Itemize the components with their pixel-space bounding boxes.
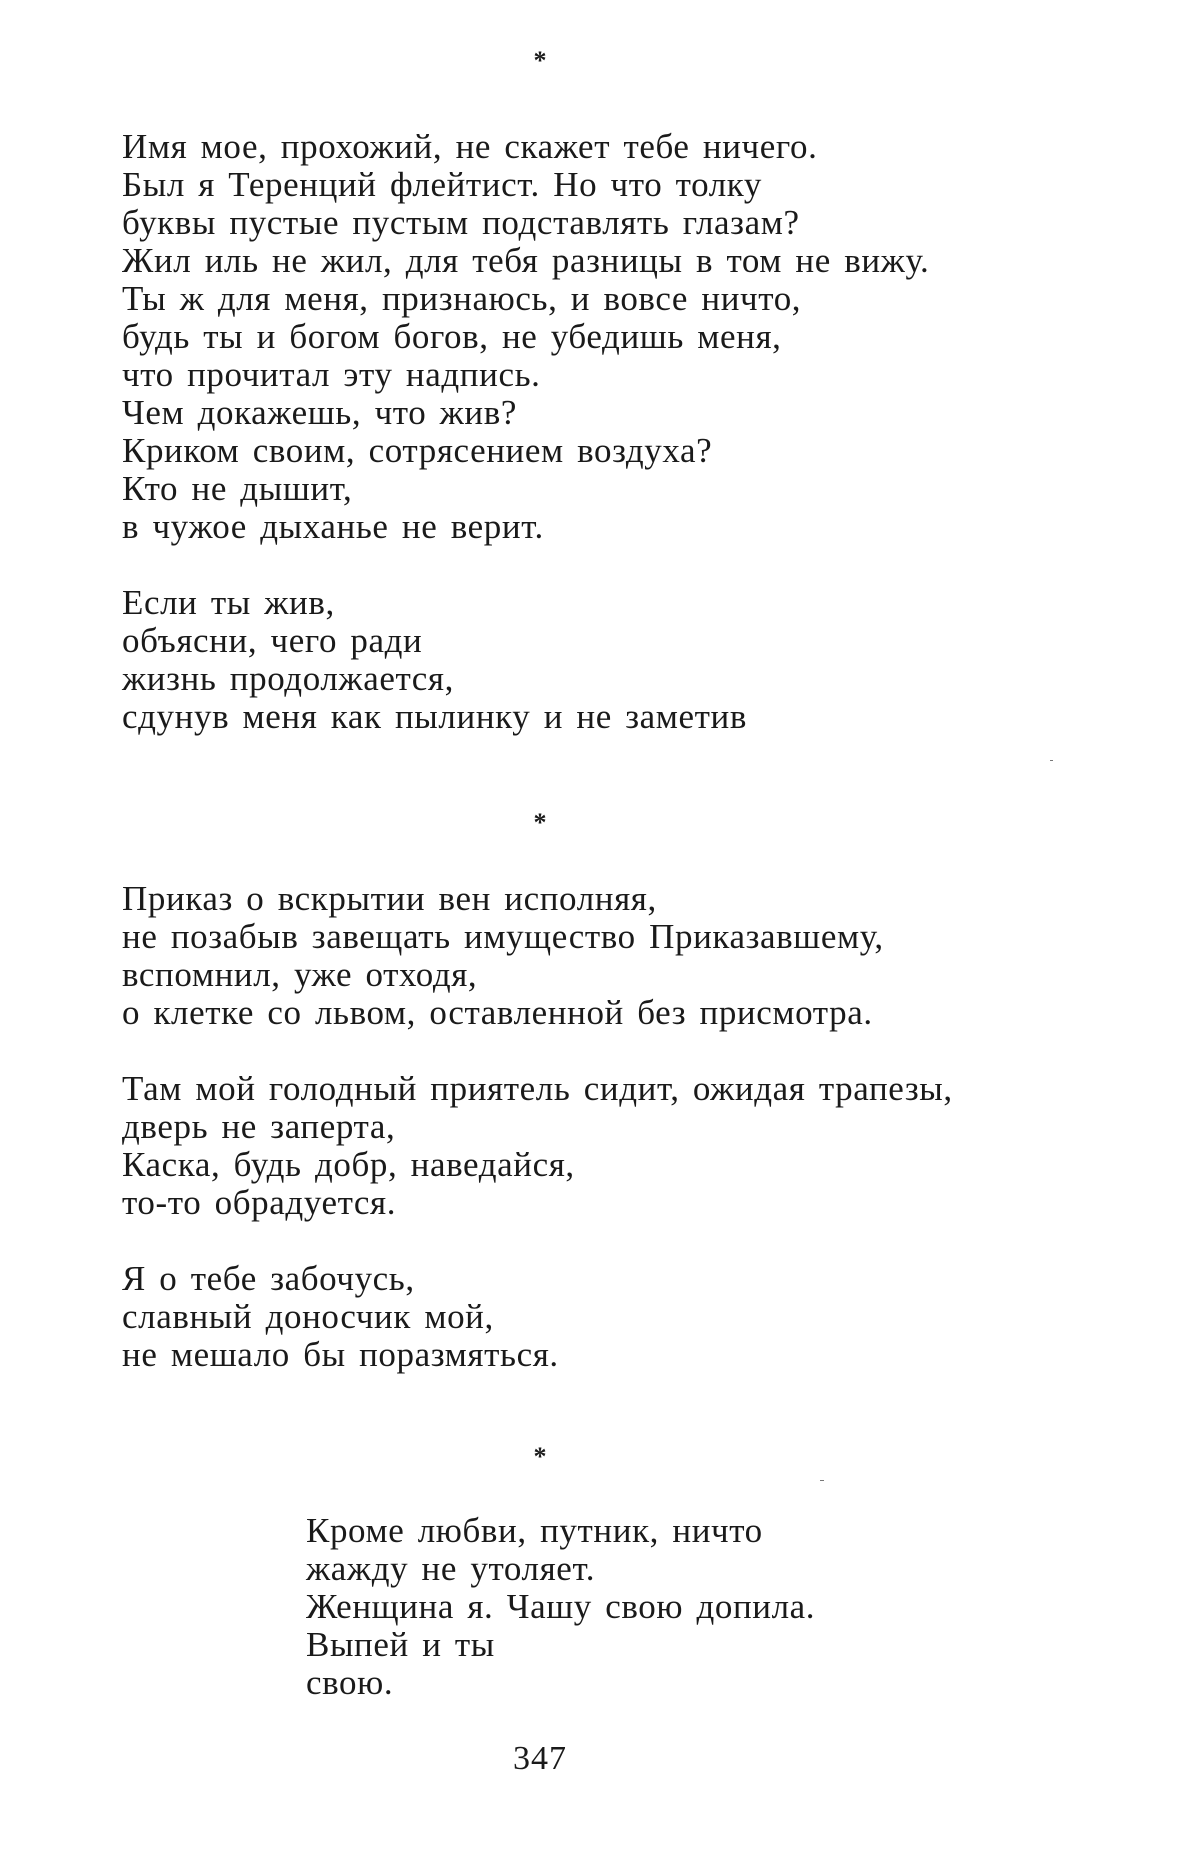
scan-speck — [1050, 760, 1053, 761]
poem-line: объясни, чего ради — [122, 621, 423, 660]
poem-line: будь ты и богом богов, не убедишь меня, — [122, 317, 782, 356]
section-ornament-2: * — [533, 808, 547, 837]
poem-line: жажду не утоляет. — [306, 1549, 596, 1588]
poem-line: Криком своим, сотрясением воздуха? — [122, 431, 713, 470]
stanza-break — [122, 1032, 953, 1070]
stanza-break — [122, 1222, 953, 1260]
poem-line: буквы пустые пустым подставлять глазам? — [122, 203, 800, 242]
poem-line: Кто не дышит, — [122, 469, 353, 508]
poem-line: не позабыв завещать имущество Приказавшему, — [122, 917, 884, 956]
poem-line: Жил иль не жил, для тебя разницы в том не вижу. — [122, 241, 930, 280]
poem-line: сдунув меня как пылинку и не заметив — [122, 697, 747, 736]
poem-line: в чужое дыханье не верит. — [122, 507, 544, 546]
section-ornament-1: * — [533, 46, 547, 75]
poem-line: Там мой голодный приятель сидит, ожидая трапезы, — [122, 1069, 953, 1108]
poem-3 — [306, 1512, 815, 1702]
poem-line: жизнь продолжается, — [122, 659, 454, 698]
poem-line: славный доносчик мой, — [122, 1297, 494, 1336]
poem-line: Каска, будь добр, наведайся, — [122, 1145, 575, 1184]
poem-line: Ты ж для меня, признаюсь, и вовсе ничто, — [122, 279, 802, 318]
page-number: 347 — [513, 1740, 567, 1777]
poem-line: Имя мое, прохожий, не скажет тебе ничего. — [122, 127, 818, 166]
scan-speck — [820, 1480, 824, 1481]
poem-1 — [122, 128, 929, 736]
section-ornament-3: * — [533, 1442, 547, 1471]
poem-line: Был я Теренций флейтист. Но что толку — [122, 165, 762, 204]
poem-line: Если ты жив, — [122, 583, 335, 622]
poem-line: о клетке со львом, оставленной без присмотра. — [122, 993, 873, 1032]
poem-line: дверь не заперта, — [122, 1107, 396, 1146]
poem-line: Женщина я. Чашу свою допила. — [306, 1587, 816, 1626]
poem-line: Выпей и ты — [306, 1625, 495, 1664]
poem-line: Я о тебе забочусь, — [122, 1259, 415, 1298]
poem-line: то-то обрадуется. — [122, 1183, 397, 1222]
poem-2 — [122, 880, 953, 1374]
poem-line: Чем докажешь, что жив? — [122, 393, 518, 432]
poem-line: Приказ о вскрытии вен исполняя, — [122, 879, 657, 918]
poem-line: не мешало бы поразмяться. — [122, 1335, 559, 1374]
poem-line: свою. — [306, 1663, 394, 1702]
poem-line: Кроме любви, путник, ничто — [306, 1511, 763, 1550]
poem-line: вспомнил, уже отходя, — [122, 955, 478, 994]
stanza-break — [122, 546, 929, 584]
poem-line: что прочитал эту надпись. — [122, 355, 541, 394]
